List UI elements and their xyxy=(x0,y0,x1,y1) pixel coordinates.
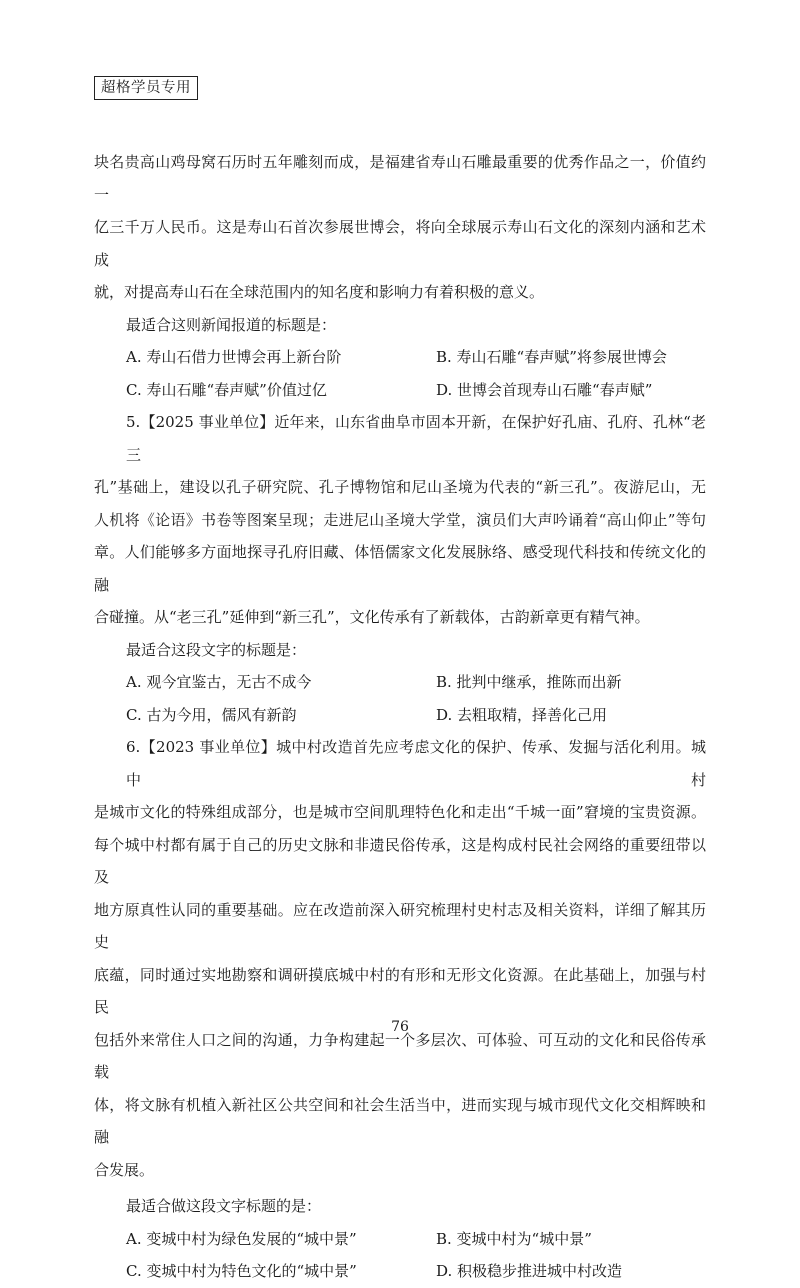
q6-options xyxy=(94,1223,706,1288)
page-content xyxy=(94,146,706,1288)
q6-option-a[interactable]: A. 变城中村为绿色发展的“城中景” xyxy=(126,1229,357,1248)
q5-option-b[interactable]: B. 批判中继承，推陈而出新 xyxy=(436,673,622,691)
q6-passage xyxy=(94,731,706,1186)
q6-line-3: 每个城中村都有属于自己的历史文脉和非遗民俗传承，这是构成村民社会网络的重要纽带以及 xyxy=(94,835,706,886)
q5-line-4: 章。人们能够多方面地探寻孔府旧藏、体悟儒家文化发展脉络、感受现代科技和传统文化的融 xyxy=(94,543,706,594)
q4-passage xyxy=(94,146,706,309)
q4-prompt: 最适合这则新闻报道的标题是： xyxy=(126,315,337,334)
q5-option-d[interactable]: D. 去粗取精，择善化己用 xyxy=(436,705,608,724)
q6-line-2: 是城市文化的特殊组成部分，也是城市空间肌理特色化和走出“千城一面”窘境的宝贵资源。 xyxy=(94,803,706,821)
q6-line-4: 地方原真性认同的重要基础。应在改造前深入研究梳理村史村志及相关资料，详细了解其历史 xyxy=(94,900,706,951)
q6-option-c[interactable]: C. 变城中村为特色文化的“城中景” xyxy=(126,1262,357,1280)
q6-line-8: 合发展。 xyxy=(94,1160,155,1179)
q4-line-1: 块名贵高山鸡母窝石历时五年雕刻而成，是福建省寿山石雕最重要的优秀作品之一，价值约一 xyxy=(94,153,706,204)
q4-options xyxy=(94,341,706,406)
q6-line-7: 体，将文脉有机植入新社区公共空间和社会生活当中，进而实现与城市现代文化交相辉映和融 xyxy=(94,1095,706,1146)
q6-option-b[interactable]: B. 变城中村为“城中景” xyxy=(436,1229,592,1248)
q4-option-c[interactable]: C. 寿山石雕“春声赋”价值过亿 xyxy=(126,380,327,399)
q6-line-1: 6.【2023 事业单位】城中村改造首先应考虑文化的保护、传承、发掘与活化利用。城中村 xyxy=(126,738,706,789)
q5-passage xyxy=(94,406,706,634)
q4-option-b[interactable]: B. 寿山石雕“春声赋”将参展世博会 xyxy=(436,348,667,366)
q6-option-d[interactable]: D. 积极稳步推进城中村改造 xyxy=(436,1262,623,1280)
q4-option-a[interactable]: A. 寿山石借力世博会再上新台阶 xyxy=(126,348,342,366)
q5-line-1: 5.【2025 事业单位】近年来，山东省曲阜市固本开新，在保护好孔庙、孔府、孔林“老三 xyxy=(126,413,706,464)
q6-line-5: 底蕴，同时通过实地勘察和调研摸底城中村的有形和无形文化资源。在此基础上，加强与村民 xyxy=(94,965,706,1016)
q5-line-2: 孔”基础上，建设以孔子研究院、孔子博物馆和尼山圣境为代表的“新三孔”。夜游尼山，无 xyxy=(94,478,706,496)
q5-option-a[interactable]: A. 观今宜鉴古，无古不成今 xyxy=(126,673,312,691)
q5-line-5: 合碰撞。从“老三孔”延伸到“新三孔”，文化传承有了新载体，古韵新章更有精气神。 xyxy=(94,608,650,626)
q5-option-c[interactable]: C. 古为今用，儒风有新韵 xyxy=(126,705,297,724)
q6-line-6: 包括外来常住人口之间的沟通，力争构建起一个多层次、可体验、可互动的文化和民俗传承载 xyxy=(94,1030,706,1081)
q5-options xyxy=(94,666,706,731)
student-only-stamp: 超格学员专用 xyxy=(94,76,198,100)
q4-line-3: 就，对提高寿山石在全球范围内的知名度和影响力有着积极的意义。 xyxy=(94,283,545,301)
page-number: 76 xyxy=(391,1019,409,1035)
q4-option-d[interactable]: D. 世博会首现寿山石雕“春声赋” xyxy=(436,380,653,399)
q5-line-3: 人机将《论语》书卷等图案呈现；走进尼山圣境大学堂，演员们大声吟诵着“高山仰止”等句 xyxy=(94,510,706,529)
q6-prompt: 最适合做这段文字标题的是： xyxy=(126,1197,322,1215)
q5-prompt: 最适合这段文字的标题是： xyxy=(126,640,307,659)
q4-line-2: 亿三千万人民币。这是寿山石首次参展世博会，将向全球展示寿山石文化的深刻内涵和艺术成 xyxy=(94,218,706,269)
